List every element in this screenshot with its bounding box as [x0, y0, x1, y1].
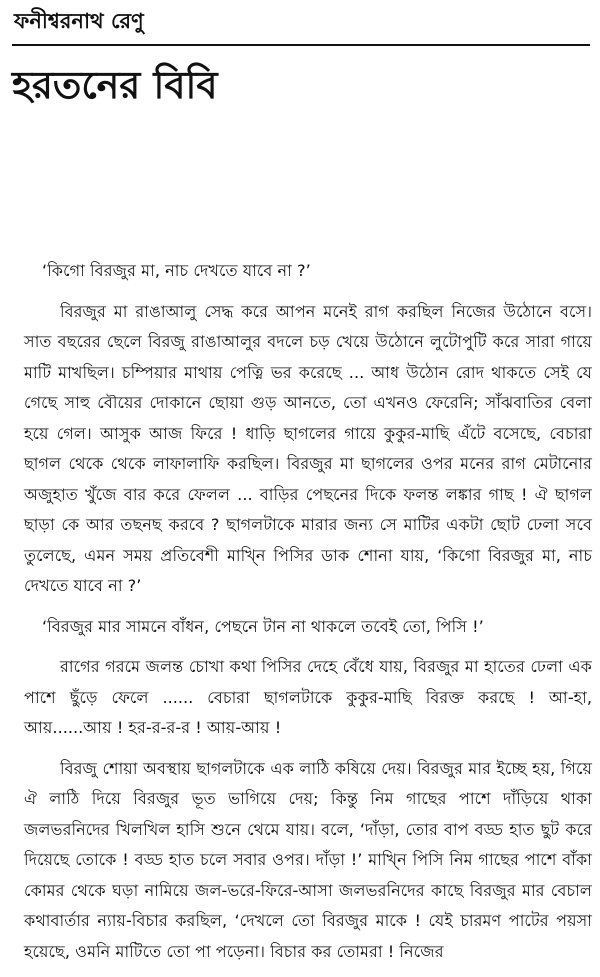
paragraph-2: বিরজুর মা রাঙাআলু সেদ্ধ করে আপন মনেই রাগ করছিল নিজের উঠোনে বসে। সাত বছরের ছেলে বিরজু রাঙাআলুর বদলে চড় খেয়ে উঠোনে লুটোপুটি করে সারা গায়ে মাটি মাখছিল। চম্পিয়ার মাথায় পেত্নি ভর করেছে ... আধ উঠোন রোদ থাকতে সেই যে গেছে সাহু বৌয়ের দোকানে ছোয়া গুড় আনতে, তো এখনও ফেরেনি; সাঁঝবাতির বেলা হয়ে গেল। আসুক আজ ফিরে ! ধাড়ি ছাগলের গায়ে কুকুর-মাছি এঁটে বসেছে, বেচারা ছাগল থেকে থেকে লাফালাফি করছিল। বিরজুর মা ছাগলের ওপর মনের রাগ মেটানোর অজুহাত খুঁজে বার করে ফেলল ... বাড়ির পেছনের দিকে ফলন্ত লঙ্কার গাছ ! ঐ ছাগল ছাড়া কে আর তছনছ করবে ? ছাগলটাকে মারার জন্য সে মাটির একটা ছোট ঢেলা সবে তুলেছে, এমন সময় প্রতিবেশী মাখ্নি পিসির ডাক শোনা যায়, ‘কিগো বিরজুর মা, নাচ দেখতে যাবে না ?’: [24, 301, 592, 595]
header-rule: [12, 44, 590, 46]
story-title: হরতনের বিবি: [12, 63, 218, 107]
paragraph-4: রাগের গরমে জলন্ত চোখা কথা পিসির দেহে বেঁধে যায়, বিরজুর মা হাতের ঢেলা এক পাশে ছুঁড়ে ফেলে ...... বেচারা ছাগলটাকে কুকুর-মাছি বিরক্ত করছে ! আ-হা, আয়......আয় ! হর-র-র-র ! আয়-আয় !: [24, 657, 592, 737]
story-body: [24, 256, 592, 977]
paragraph-1: ‘কিগো বিরজুর মা, নাচ দেখতে যাবে না ?’: [42, 261, 311, 280]
author-name: ফনীশ্বরনাথ রেণু: [14, 9, 144, 33]
paragraph-5: বিরজু শোয়া অবস্থায় ছাগলটাকে এক লাঠি কষিয়ে দেয়। বিরজুর মার ইচ্ছে হয়, গিয়ে ঐ লাঠি দিয়ে বিরজুর ভূত ভাগিয়ে দেয়; কিন্তু নিম গাছের পাশে দাঁড়িয়ে থাকা জলভরনিদের খিলখিল হাসি শুনে থেমে যায়। বলে, ‘দাঁড়া, তোর বাপ বড্ড হাত ছুট করে দিয়েছে তোকে ! বড্ড হাত চলে সবার ওপর। দাঁড়া !’ মাখ্নি পিসি নিম গাছের পাশে বাঁকা কোমর থেকে ঘড়া নামিয়ে জল-ভরে-ফিরে-আসা জলভরনিদের কাছে বিরজুর মার বেচাল কথাবার্তার ন্যায়-বিচার করছিল, ‘দেখলে তো বিরজুর মাকে ! যেই চারমণ পাটের পয়সা হয়েছে, ওমনি মাটিতে তো পা পড়েনা। বিচার কর তোমরা ! নিজের: [24, 758, 592, 961]
paragraph-3: ‘বিরজুর মার সামনে বাঁধন, পেছনে টান না থাকলে তবেই তো, পিসি !’: [42, 616, 484, 636]
